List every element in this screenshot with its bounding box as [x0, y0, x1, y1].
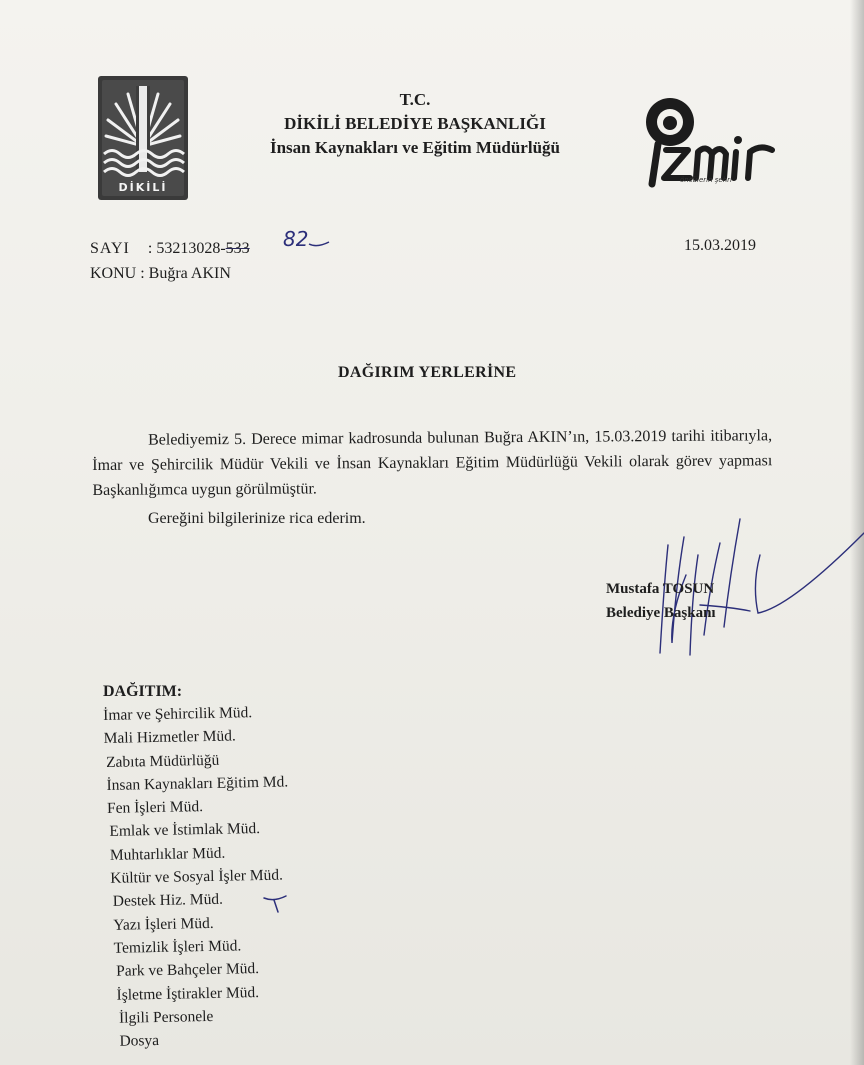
- closing-line: Gereğini bilgilerinize rica ederim.: [148, 510, 366, 527]
- body-paragraph-block: [92, 423, 773, 503]
- signer-block: [606, 577, 716, 625]
- izmir-tagline: öncülerin şehri: [680, 176, 732, 184]
- body-paragraph: Belediyemiz 5. Derece mimar kadrosunda bulunan Buğra AKIN’ın, 15.03.2019 tarihi itibarıyla, İmar ve Şehircilik Müdür Vekili ve İnsan Kaynakları Eğitim Müdürlüğü Vekili olarak görev yapması Başkanlığımca uygun görülmüştür.: [92, 427, 773, 499]
- list-item: Emlak ve İstimlak Müd.: [109, 820, 261, 841]
- sayi-value: 53213028-: [156, 240, 226, 257]
- list-item: Yazı İşleri Müd.: [113, 914, 214, 934]
- handwritten-tick-icon: [260, 892, 290, 914]
- distribution-list: [103, 700, 293, 1053]
- handwritten-number: [281, 224, 331, 254]
- sayi-separator: :: [147, 240, 153, 257]
- list-item: Mali Hizmetler Müd.: [103, 727, 236, 748]
- list-item: Destek Hiz. Müd.: [112, 891, 224, 911]
- dikili-logo: [98, 76, 188, 200]
- sayi-label: SAYI: [90, 240, 130, 257]
- header-tc: T.C.: [399, 90, 431, 109]
- konu-label: KONU: [90, 265, 137, 282]
- izmir-logo: [636, 92, 786, 188]
- izmir-logo-icon: [636, 92, 786, 188]
- list-item: İmar ve Şehircilik Müd.: [103, 704, 253, 724]
- header-department: İnsan Kaynakları ve Eğitim Müdürlüğü: [269, 138, 560, 157]
- header-municipality: DİKİLİ BELEDİYE BAŞKANLIĞI: [284, 114, 546, 133]
- list-item: İnsan Kaynakları Eğitim Md.: [106, 773, 289, 794]
- letterhead: [240, 88, 590, 160]
- sayi-struck-value: 533: [225, 240, 250, 257]
- list-item: Kültür ve Sosyal İşler Müd.: [110, 866, 284, 887]
- list-item: Zabıta Müdürlüğü: [105, 751, 220, 771]
- document-title: DAĞIRIM YERLERİNE: [338, 364, 517, 381]
- list-item: Fen İşleri Müd.: [106, 798, 204, 818]
- list-item: İşletme İştirakler Müd.: [116, 983, 260, 1004]
- list-item: Muhtarlıklar Müd.: [109, 844, 226, 864]
- list-item: İlgili Personele: [118, 1007, 214, 1027]
- subject: [90, 265, 231, 283]
- konu-value: : Buğra AKIN: [140, 265, 231, 282]
- distribution-title: DAĞITIM:: [103, 683, 183, 700]
- signer-role: Belediye Başkanı: [606, 605, 716, 621]
- signer-name: Mustafa TOSUN: [606, 581, 715, 597]
- list-item: Temizlik İşleri Müd.: [113, 937, 242, 957]
- list-item: Dosya: [119, 1032, 160, 1050]
- list-item: Park ve Bahçeler Müd.: [115, 960, 260, 981]
- handwritten-number-text: 82: [283, 227, 309, 251]
- dikili-logo-text: DİKİLİ: [118, 181, 168, 194]
- reference-number: [90, 240, 250, 258]
- document-date: 15.03.2019: [684, 237, 756, 254]
